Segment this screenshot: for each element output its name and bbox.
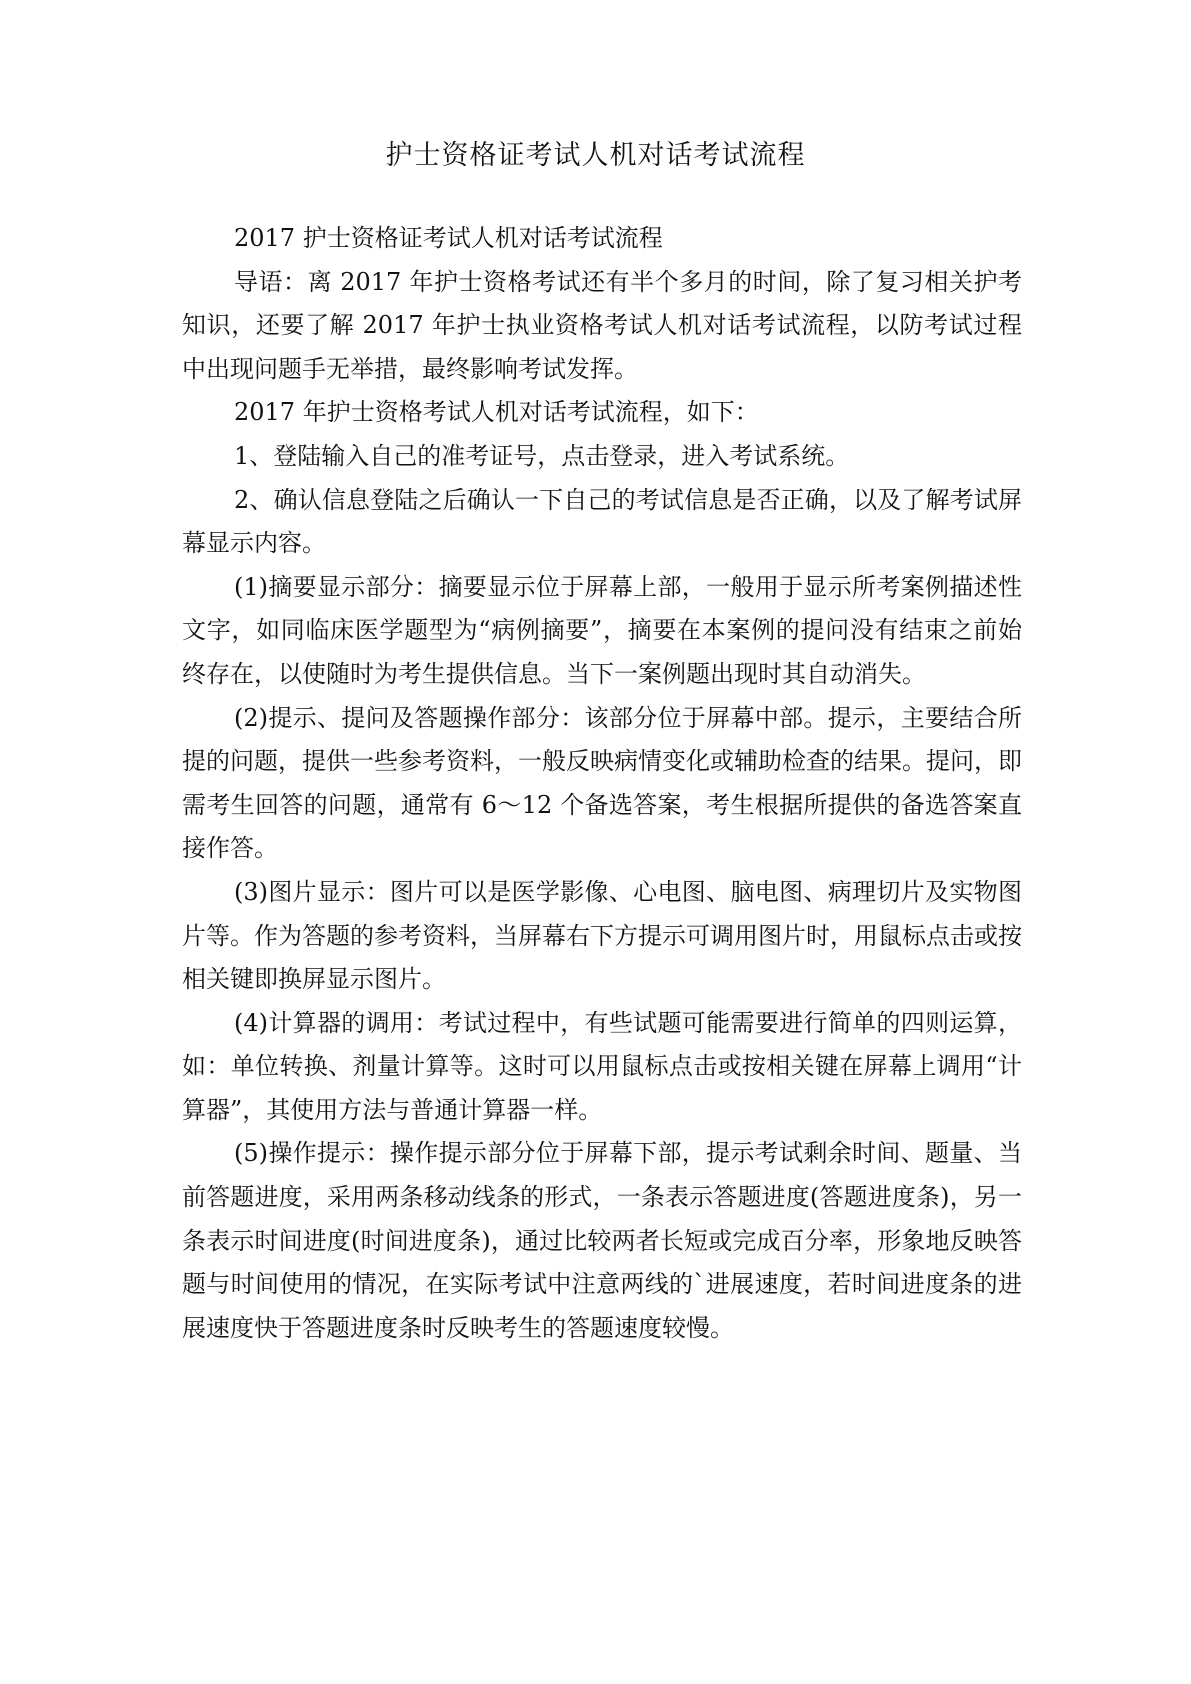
paragraph-question-section: (2)提示、提问及答题操作部分：该部分位于屏幕中部。提示，主要结合所提的问题，提供一些参考资料，一般反映病情变化或辅助检查的结果。提问，即需考生回答的问题，通常有 6～12 个备选答案，考生根据所提供的备选答案直接作答。 [182,703,1022,863]
document-body [182,217,1022,1350]
paragraph-calculator-section: (4)计算器的调用：考试过程中，有些试题可能需要进行简单的四则运算，如：单位转换、剂量计算等。这时可以用鼠标点击或按相关键在屏幕上调用“计算器”，其使用方法与普通计算器一样。 [182,1008,1022,1124]
paragraph-image-section: (3)图片显示：图片可以是医学影像、心电图、脑电图、病理切片及实物图片等。作为答题的参考资料，当屏幕右下方提示可调用图片时，用鼠标点击或按相关键即换屏显示图片。 [182,877,1022,994]
paragraph-intro: 导语：离 2017 年护士资格考试还有半个多月的时间，除了复习相关护考知识，还要了解 2017 年护士执业资格考试人机对话考试流程，以防考试过程中出现问题手无举措，最终影响考试发挥。 [182,267,1022,383]
paragraph-process-lead: 2017 年护士资格考试人机对话考试流程，如下： [234,398,759,427]
paragraph-operation-tips-section: (5)操作提示：操作提示部分位于屏幕下部，提示考试剩余时间、题量、当前答题进度，采用两条移动线条的形式，一条表示答题进度(答题进度条)，另一条表示时间进度(时间进度条)，通过比较两者长短或完成百分率，形象地反映答题与时间使用的情况，在实际考试中注意两线的`进展速度，若时间进度条的进展速度快于答题进度条时反映考生的答题速度较慢。 [182,1139,1022,1342]
document-title: 护士资格证考试人机对话考试流程 [385,140,806,171]
paragraph-step-1: 1、登陆输入自己的准考证号，点击登录，进入考试系统。 [234,441,850,470]
paragraph-summary-section: (1)摘要显示部分：摘要显示位于屏幕上部，一般用于显示所考案例描述性文字，如同临床医学题型为“病例摘要”，摘要在本案例的提问没有结束之前始终存在，以使随时为考生提供信息。当下一案例题出现时其自动消失。 [182,572,1022,688]
paragraph-step-2: 2、确认信息登陆之后确认一下自己的考试信息是否正确，以及了解考试屏幕显示内容。 [182,485,1022,558]
paragraph-heading: 2017 护士资格证考试人机对话考试流程 [234,224,663,252]
